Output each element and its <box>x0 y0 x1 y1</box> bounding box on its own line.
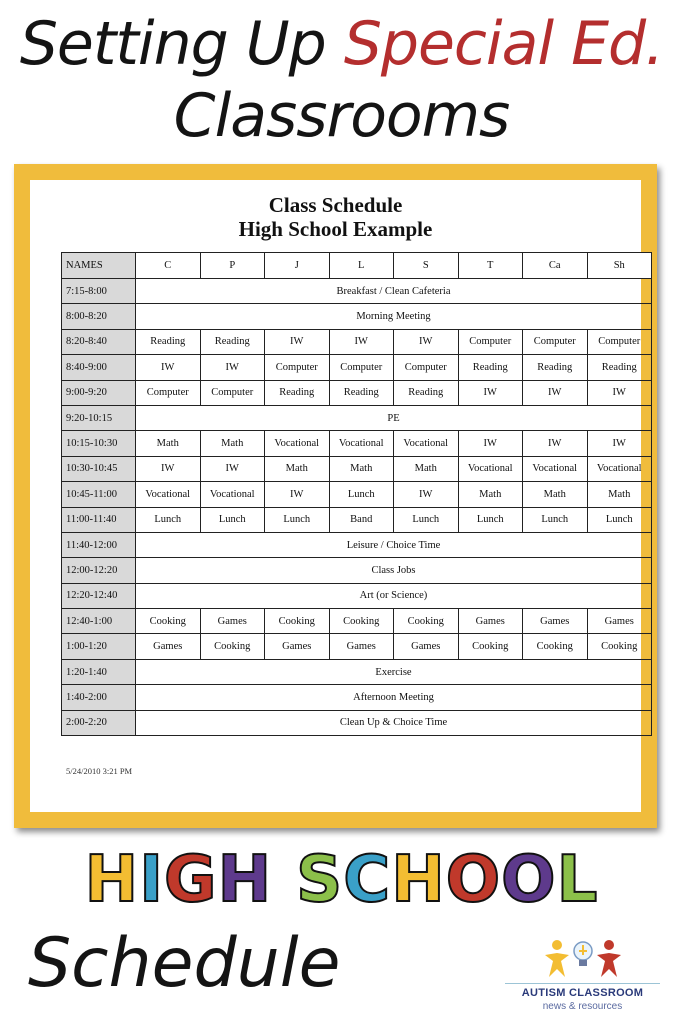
schedule-heading: Schedule <box>28 924 341 1003</box>
table-row <box>62 532 652 557</box>
activity-cell: IW <box>523 380 588 405</box>
activity-cell: Lunch <box>587 507 652 532</box>
activity-cell: Lunch <box>458 507 523 532</box>
heading-letter: G <box>164 843 218 917</box>
activity-cell: IW <box>200 355 265 380</box>
heading-letter: H <box>217 843 273 917</box>
column-header-student: T <box>458 253 523 279</box>
heading-letter: S <box>296 843 344 917</box>
column-header-student: L <box>329 253 394 279</box>
table-row <box>62 405 652 430</box>
activity-cell: Computer <box>587 329 652 354</box>
time-slot-cell: 9:20-10:15 <box>62 405 136 430</box>
activity-cell: IW <box>587 431 652 456</box>
time-slot-cell: 1:20-1:40 <box>62 659 136 684</box>
activity-cell: Vocational <box>523 456 588 481</box>
activity-cell: Games <box>523 609 588 634</box>
autism-classroom-logo <box>505 935 660 1015</box>
activity-cell: IW <box>394 329 459 354</box>
title-dark-part: Setting Up <box>19 9 344 79</box>
activity-cell: Vocational <box>394 431 459 456</box>
table-row <box>62 304 652 329</box>
table-row <box>62 507 652 532</box>
heading-letter: I <box>139 843 165 917</box>
activity-cell: Cooking <box>523 634 588 659</box>
time-slot-cell: 1:40-2:00 <box>62 685 136 710</box>
activity-cell: Lunch <box>523 507 588 532</box>
activity-cell: Cooking <box>329 609 394 634</box>
table-row <box>62 380 652 405</box>
table-row <box>62 583 652 608</box>
activity-cell: Reading <box>329 380 394 405</box>
activity-cell: Vocational <box>587 456 652 481</box>
heading-letter: O <box>501 843 557 917</box>
activity-cell: Reading <box>265 380 330 405</box>
time-slot-cell: 7:15-8:00 <box>62 279 136 304</box>
activity-cell: Cooking <box>587 634 652 659</box>
activity-cell: Reading <box>136 329 201 354</box>
time-slot-cell: 11:00-11:40 <box>62 507 136 532</box>
table-row <box>62 431 652 456</box>
activity-cell: Computer <box>523 329 588 354</box>
activity-cell: Reading <box>458 355 523 380</box>
activity-cell: Vocational <box>136 482 201 507</box>
whole-class-activity-cell: Exercise <box>136 659 652 684</box>
activity-cell: Math <box>265 456 330 481</box>
heading-letter: L <box>556 843 599 917</box>
activity-cell: Lunch <box>329 482 394 507</box>
time-slot-cell: 9:00-9:20 <box>62 380 136 405</box>
column-header-student: S <box>394 253 459 279</box>
time-slot-cell: 8:40-9:00 <box>62 355 136 380</box>
activity-cell: Computer <box>394 355 459 380</box>
activity-cell: IW <box>523 431 588 456</box>
whole-class-activity-cell: Leisure / Choice Time <box>136 532 652 557</box>
table-row <box>62 558 652 583</box>
activity-cell: Games <box>458 609 523 634</box>
logo-name: AUTISM CLASSROOM <box>521 987 644 999</box>
activity-cell: IW <box>200 456 265 481</box>
time-slot-cell: 10:15-10:30 <box>62 431 136 456</box>
time-slot-cell: 10:30-10:45 <box>62 456 136 481</box>
heading-letter: O <box>445 843 502 917</box>
time-slot-cell: 8:00-8:20 <box>62 304 136 329</box>
whole-class-activity-cell: Clean Up & Choice Time <box>136 710 652 735</box>
activity-cell: IW <box>587 380 652 405</box>
activity-cell: IW <box>136 456 201 481</box>
activity-cell: IW <box>394 482 459 507</box>
time-slot-cell: 12:00-12:20 <box>62 558 136 583</box>
activity-cell: IW <box>136 355 201 380</box>
activity-cell: Lunch <box>136 507 201 532</box>
activity-cell: Vocational <box>265 431 330 456</box>
table-row <box>62 482 652 507</box>
whole-class-activity-cell: Class Jobs <box>136 558 652 583</box>
heading-letter: H <box>391 843 446 917</box>
activity-cell: Cooking <box>265 609 330 634</box>
activity-cell: Reading <box>394 380 459 405</box>
time-slot-cell: 11:40-12:00 <box>62 532 136 557</box>
column-header-student: J <box>265 253 330 279</box>
activity-cell: Math <box>587 482 652 507</box>
title-red-part: Special Ed. <box>343 9 664 79</box>
activity-cell: Math <box>523 482 588 507</box>
activity-cell: Lunch <box>394 507 459 532</box>
activity-cell: Games <box>200 609 265 634</box>
activity-cell: Lunch <box>200 507 265 532</box>
schedule-subtitle: High School Example <box>238 217 433 241</box>
activity-cell: Reading <box>587 355 652 380</box>
activity-cell: Computer <box>458 329 523 354</box>
activity-cell: Games <box>136 634 201 659</box>
activity-cell: Games <box>329 634 394 659</box>
activity-cell: Games <box>265 634 330 659</box>
activity-cell: Math <box>394 456 459 481</box>
logo-tagline: news & resources <box>542 1001 623 1012</box>
whole-class-activity-cell: Afternoon Meeting <box>136 685 652 710</box>
logo-figures-icon <box>543 935 623 981</box>
time-slot-cell: 8:20-8:40 <box>62 329 136 354</box>
column-header-student: P <box>200 253 265 279</box>
time-slot-cell: 1:00-1:20 <box>62 634 136 659</box>
activity-cell: Computer <box>200 380 265 405</box>
column-header-student: Sh <box>587 253 652 279</box>
activity-cell: Band <box>329 507 394 532</box>
activity-cell: IW <box>458 431 523 456</box>
activity-cell: Vocational <box>200 482 265 507</box>
column-header-names: NAMES <box>62 253 136 279</box>
print-date-stamp: 5/24/2010 3:21 PM <box>66 766 133 776</box>
activity-cell: Vocational <box>329 431 394 456</box>
logo-divider <box>505 983 660 984</box>
table-row <box>62 634 652 659</box>
column-header-student: Ca <box>523 253 588 279</box>
high-school-heading <box>0 843 683 917</box>
time-slot-cell: 12:40-1:00 <box>62 609 136 634</box>
time-slot-cell: 12:20-12:40 <box>62 583 136 608</box>
table-row <box>62 456 652 481</box>
activity-cell: IW <box>265 329 330 354</box>
activity-cell: Reading <box>523 355 588 380</box>
activity-cell: Cooking <box>136 609 201 634</box>
activity-cell: IW <box>458 380 523 405</box>
schedule-frame <box>14 164 657 828</box>
page-title-line-1 <box>0 9 683 79</box>
whole-class-activity-cell: Art (or Science) <box>136 583 652 608</box>
activity-cell: Cooking <box>458 634 523 659</box>
activity-cell: Computer <box>329 355 394 380</box>
activity-cell: Cooking <box>200 634 265 659</box>
time-slot-cell: 10:45-11:00 <box>62 482 136 507</box>
activity-cell: Reading <box>200 329 265 354</box>
activity-cell: Math <box>458 482 523 507</box>
whole-class-activity-cell: PE <box>136 405 652 430</box>
whole-class-activity-cell: Breakfast / Clean Cafeteria <box>136 279 652 304</box>
activity-cell: Math <box>200 431 265 456</box>
activity-cell: Math <box>136 431 201 456</box>
table-header-row <box>62 253 652 279</box>
table-row <box>62 355 652 380</box>
table-row <box>62 329 652 354</box>
activity-cell: Games <box>394 634 459 659</box>
schedule-table <box>61 252 652 736</box>
activity-cell: Computer <box>265 355 330 380</box>
table-row <box>62 279 652 304</box>
time-slot-cell: 2:00-2:20 <box>62 710 136 735</box>
activity-cell: IW <box>329 329 394 354</box>
table-row <box>62 710 652 735</box>
activity-cell: Cooking <box>394 609 459 634</box>
whole-class-activity-cell: Morning Meeting <box>136 304 652 329</box>
heading-letter: C <box>343 843 392 917</box>
table-row <box>62 609 652 634</box>
activity-cell: IW <box>265 482 330 507</box>
column-header-student: C <box>136 253 201 279</box>
table-row <box>62 659 652 684</box>
table-row <box>62 685 652 710</box>
activity-cell: Math <box>329 456 394 481</box>
activity-cell: Lunch <box>265 507 330 532</box>
activity-cell: Games <box>587 609 652 634</box>
schedule-title: Class Schedule <box>268 193 403 217</box>
activity-cell: Computer <box>136 380 201 405</box>
page-title-line-2: Classrooms <box>173 81 510 151</box>
heading-letter: H <box>84 843 140 917</box>
activity-cell: Vocational <box>458 456 523 481</box>
